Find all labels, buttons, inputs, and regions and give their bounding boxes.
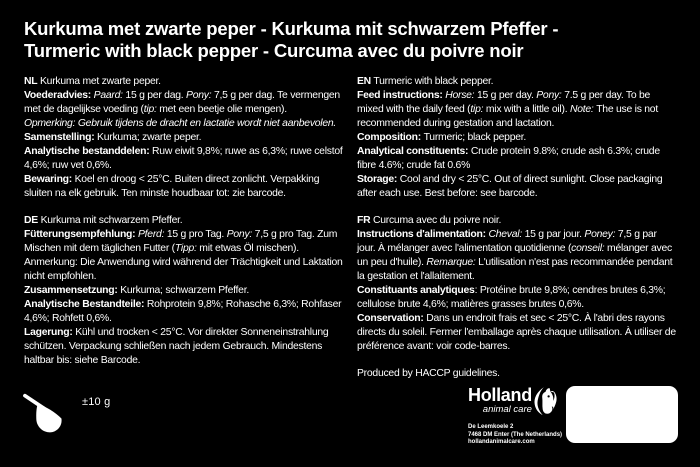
label-body (0, 75, 700, 381)
left-column (24, 75, 343, 381)
paragraph: Constituants analytiques: Protéine brute 9,8%; cendres brutes 6,3%; cellulose brute 4,6%; matières grasses brutes 0,6%. (357, 285, 666, 310)
address-line-3: hollandanimalcare.com (468, 439, 535, 446)
paragraph: Samenstelling: Kurkuma; zwarte peper. (24, 132, 202, 143)
brand-name: Holland (468, 385, 532, 405)
paragraph: Anmerkung: Die Anwendung wird während der Trächtigkeit und Laktation nicht empfohlen. (24, 257, 343, 282)
paragraph: Voederadvies: Paard: 15 g per dag. Pony: 7,5 g per dag. Te vermengen met de dagelijkse voeding (tip: met een beetje olie mengen). (24, 90, 340, 115)
paragraph: FR Curcuma avec du poivre noir. (357, 215, 502, 226)
brand-address (468, 424, 578, 447)
brand-wordmark (468, 386, 532, 415)
paragraph: Lagerung: Kühl und trocken < 25°C. Vor direkter Sonneneinstrahlung schützen. Verpackung schließen nach jedem Gebrauch. Mindestens haltbar bis: siehe Barcode. (24, 327, 329, 366)
produced-by-note: Produced by HACCP guidelines. (357, 368, 500, 379)
address-line-2: 7468 DM Enter (The Netherlands) (468, 431, 563, 438)
brand-lockup (468, 386, 578, 417)
paragraph: Analytical constituents: Crude protein 9.8%; crude ash 6.3%; crude fibre 4.6%; crude fat 0.6% (357, 146, 660, 171)
scoop-size-label: ±10 g (82, 396, 111, 408)
paragraph: Conservation: Dans un endroit frais et sec < 25°C. À l'abri des rayons directs du soleil. Fermer l'emballage après chaque utilisation. À utiliser de préférence avant: voir code-barres. (357, 313, 676, 352)
paragraph: Instructions d'alimentation: Cheval: 15 g par jour. Poney: 7,5 g par jour. À mélanger avec l'alimentation quotidienne (conseil: mélanger avec un peu d'huile). Remarque: L'utilisation n'est pas recommandée pendant la gestation et l'allaitement. (357, 229, 673, 282)
lang-section-nl (24, 75, 343, 201)
paragraph: Analytische bestanddelen: Ruw eiwit 9,8%; ruwe as 6,3%; ruwe celstof 4,6%; ruw vet 0,6%. (24, 146, 343, 171)
lang-section-en (357, 75, 676, 201)
horse-head-icon (533, 386, 558, 417)
title-line-2: Turmeric with black pepper - Curcuma avec du poivre noir (24, 40, 524, 61)
brand-logo (468, 386, 578, 447)
right-column (357, 75, 676, 381)
paragraph: Feed instructions: Horse: 15 g per day. Pony: 7.5 g per day. To be mixed with the daily feed (tip: mix with a little oil). Note: The use is not recommended during gestation and lactation. (357, 90, 658, 129)
paragraph: Fütterungsempfehlung: Pferd: 15 g pro Tag. Pony: 7,5 g pro Tag. Zum Mischen mit dem täglichen Futter (Tipp: mit etwas Öl mischen). (24, 229, 338, 254)
paragraph: NL Kurkuma met zwarte peper. (24, 76, 161, 87)
brand-subtitle: animal care (482, 404, 532, 415)
paragraph: Storage: Cool and dry < 25°C. Out of direct sunlight. Close packaging after each use. Best before: see barcode. (357, 174, 663, 199)
paragraph: DE Kurkuma mit schwarzem Pfeffer. (24, 215, 183, 226)
address-line-1: De Leemkoele 2 (468, 424, 514, 430)
paragraph: Composition: Turmeric; black pepper. (357, 132, 527, 143)
paragraph: Zusammensetzung: Kurkuma; schwarzem Pfeffer. (24, 285, 249, 296)
barcode-placeholder (566, 386, 678, 443)
title-line-1: Kurkuma met zwarte peper - Kurkuma mit schwarzem Pfeffer - (24, 18, 559, 39)
paragraph: Opmerking: Gebruik tijdens de dracht en lactatie wordt niet aanbevolen. (24, 118, 337, 129)
paragraph: EN Turmeric with black pepper. (357, 76, 494, 87)
lang-section-fr (357, 214, 676, 354)
measuring-scoop-icon (22, 392, 68, 434)
paragraph: Bewaring: Koel en droog < 25°C. Buiten direct zonlicht. Verpakking sluiten na elk gebruik. Ten minste houdbaar tot: zie barcode. (24, 174, 320, 199)
paragraph: Analytische Bestandteile: Rohprotein 9,8%; Rohasche 6,3%; Rohfaser 4,6%; Rohfett 0,6%. (24, 299, 342, 324)
page-title (0, 0, 700, 62)
lang-section-de (24, 214, 343, 368)
dosage-scoop (22, 392, 110, 434)
